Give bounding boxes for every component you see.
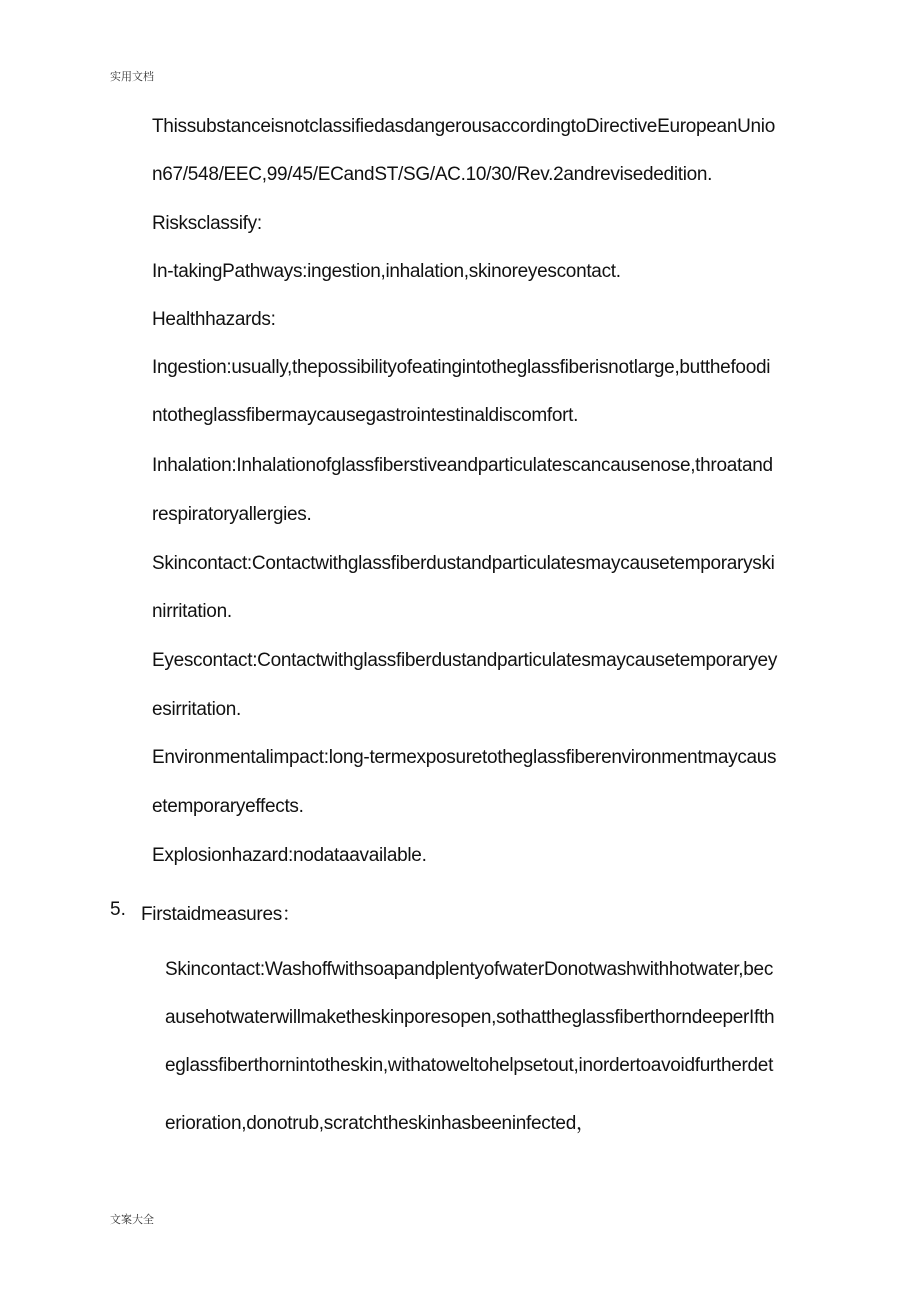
body-line: Explosionhazard:nodataavailable. (152, 845, 427, 866)
body-line: Healthhazards: (152, 309, 276, 330)
body-line: n67/548/EEC,99/45/ECandST/SG/AC.10/30/Rev.2andrevisededition. (152, 164, 713, 185)
body-line: respiratoryallergies. (152, 504, 312, 525)
body-line: ntotheglassfibermaycausegastrointestinaldiscomfort. (152, 405, 579, 426)
section-line: Skincontact:WashoffwithsoapandplentyofwaterDonotwashwithhotwater,bec (165, 959, 774, 980)
section-line: ausehotwaterwillmaketheskinporesopen,sothattheglassfiberthorndeeperIfth (165, 1007, 775, 1028)
body-line: Environmentalimpact:long-termexposuretotheglassfiberenvironmentmaycaus (152, 747, 777, 768)
section-line: erioration,donotrub,scratchtheskinhasbeeninfected， (165, 1113, 595, 1134)
page-footer: 文案大全 (110, 1213, 154, 1226)
body-line: ThissubstanceisnotclassifiedasdangerousaccordingtoDirectiveEuropeanUnio (152, 116, 775, 137)
body-line: esirritation. (152, 699, 242, 720)
body-line: In-takingPathways:ingestion,inhalation,skinoreyescontact. (152, 261, 621, 282)
section-number: 5. (110, 899, 126, 920)
body-line: etemporaryeffects. (152, 796, 304, 817)
body-line: nirritation. (152, 601, 232, 622)
body-line: Skincontact:Contactwithglassfiberdustandparticulatesmaycausetemporaryski (152, 553, 775, 574)
body-line: Ingestion:usually,thepossibilityofeatingintotheglassfiberisnotlarge,butthefoodi (152, 357, 771, 378)
page-header: 实用文档 (110, 70, 154, 83)
section-heading: Firstaidmeasures： (141, 904, 301, 925)
body-line: Eyescontact:Contactwithglassfiberdustandparticulatesmaycausetemporaryey (152, 650, 778, 671)
section-line: eglassfiberthornintotheskin,withatoweltohelpsetout,inordertoavoidfurtherdet (165, 1055, 774, 1076)
body-line: Inhalation:Inhalationofglassfiberstiveandparticulatescancausenose,throatand (152, 455, 773, 476)
body-line: Risksclassify: (152, 213, 262, 234)
